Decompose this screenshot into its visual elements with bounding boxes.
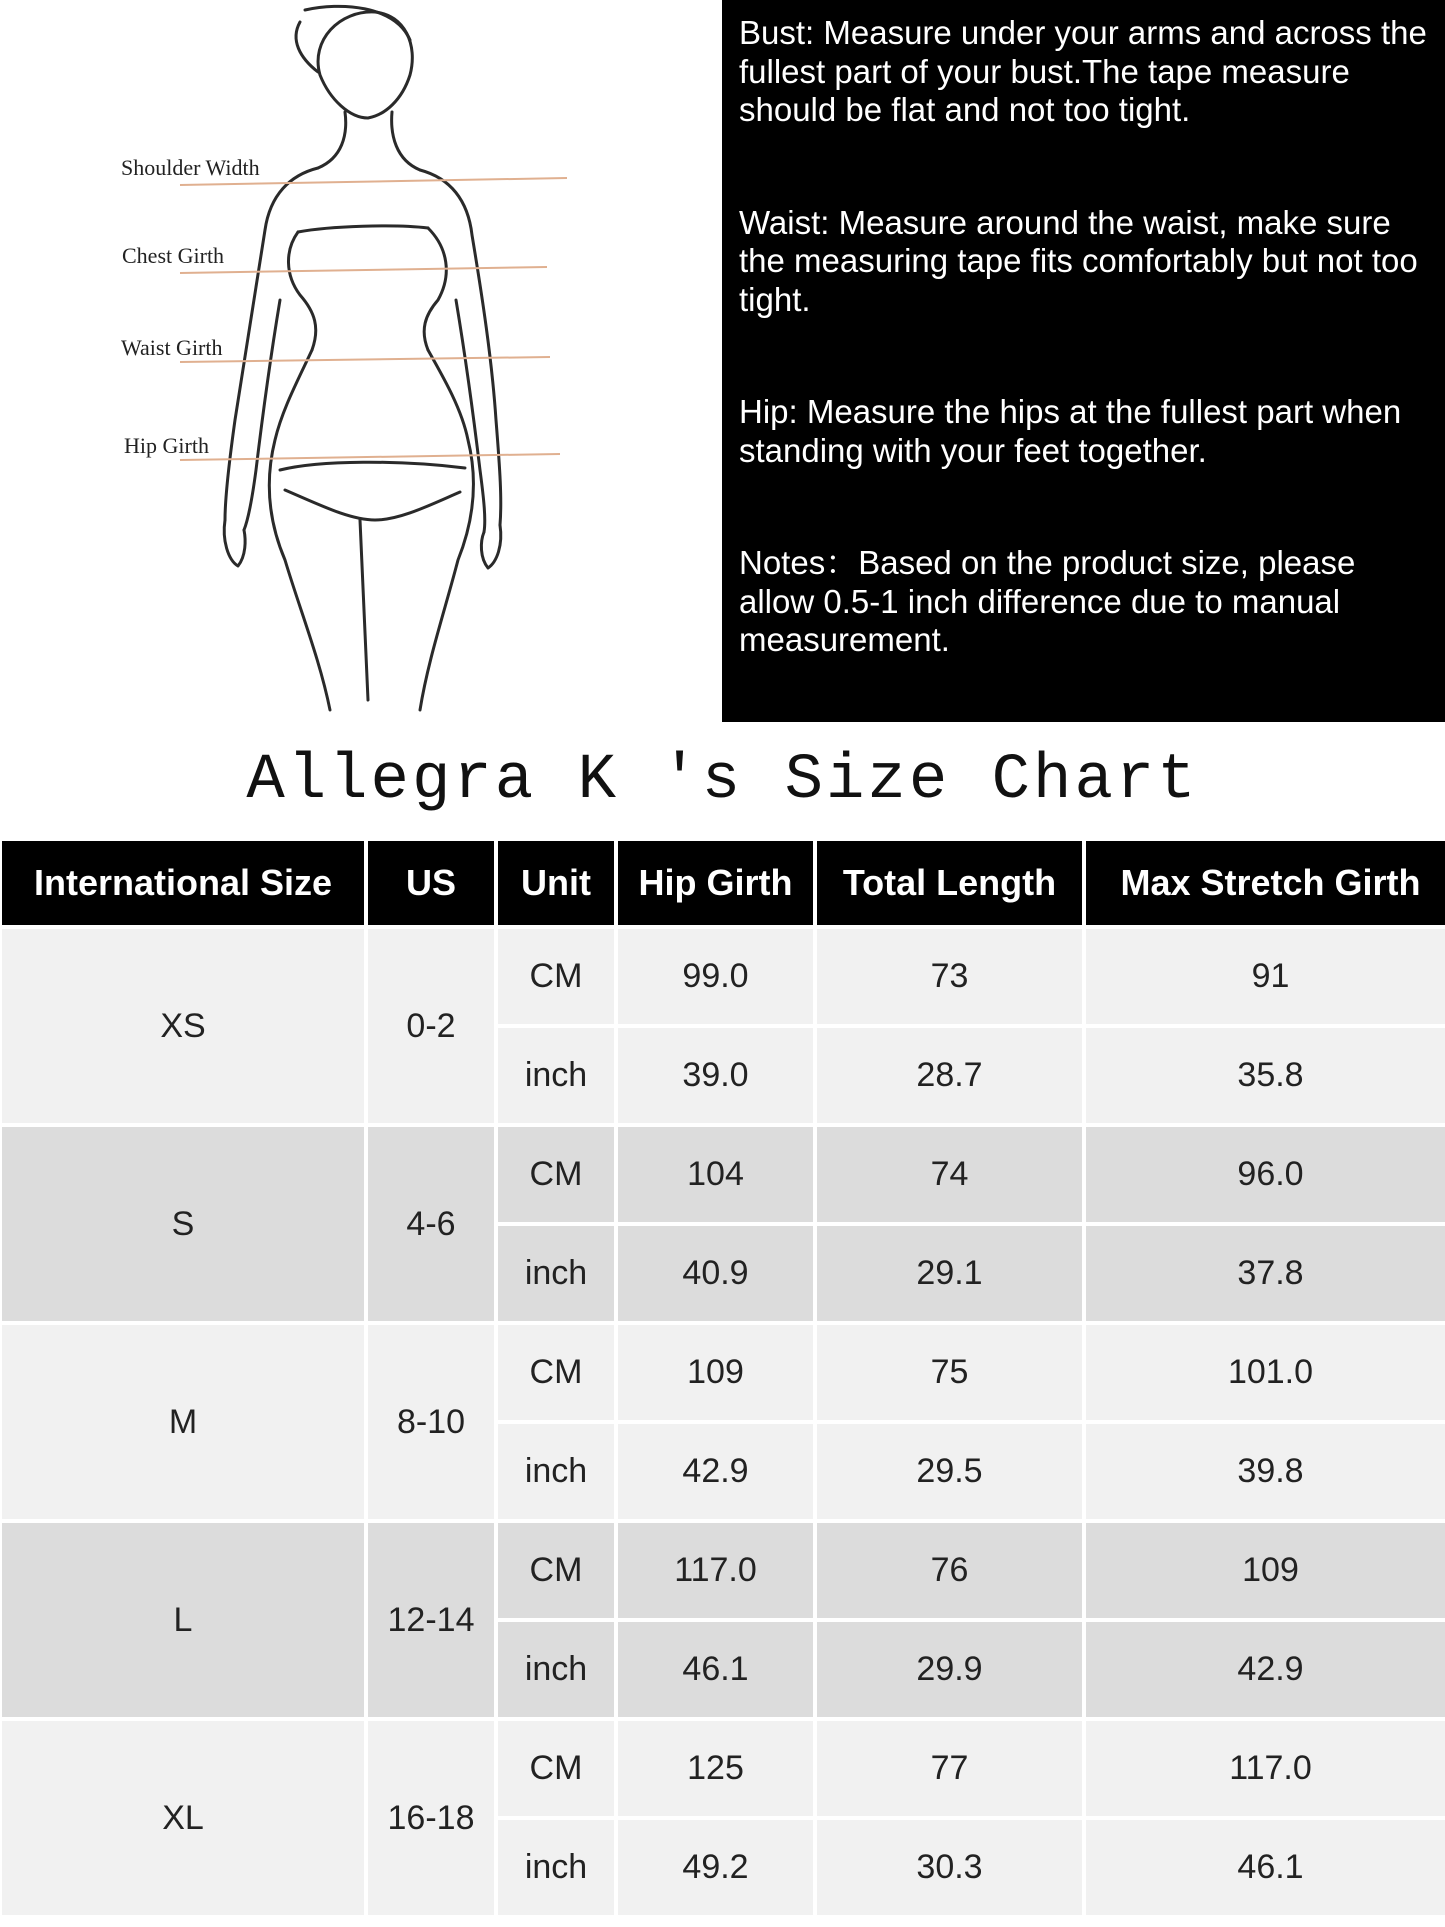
- unit-cell: inch: [498, 1622, 614, 1717]
- total-length-cell: 76: [817, 1523, 1082, 1618]
- total-length-cell: 30.3: [817, 1820, 1082, 1915]
- header-unit: Unit: [498, 841, 614, 925]
- notes-instruction: Notes：Based on the product size, please allow 0.5-1 inch difference due to manual measurement.: [739, 544, 1356, 658]
- hip-girth-cell: 46.1: [618, 1622, 813, 1717]
- max-stretch-girth-cell: 91: [1086, 929, 1445, 1024]
- size-cell: XS: [2, 929, 364, 1123]
- us-size-cell: 16-18: [368, 1721, 494, 1915]
- size-group-s: [2, 1127, 1445, 1321]
- hip-girth-cell: 49.2: [618, 1820, 813, 1915]
- table-row: [2, 1721, 1445, 1816]
- bust-instruction: Bust: Measure under your arms and across the fullest part of your bust.The tape measure should be flat and not too tight.: [739, 14, 1427, 128]
- hip-girth-cell: 39.0: [618, 1028, 813, 1123]
- unit-cell: inch: [498, 1424, 614, 1519]
- unit-cell: inch: [498, 1226, 614, 1321]
- size-chart-table: [0, 837, 1445, 1919]
- hip-instruction: Hip: Measure the hips at the fullest part when standing with your feet together.: [739, 393, 1402, 469]
- unit-cell: inch: [498, 1028, 614, 1123]
- max-stretch-girth-cell: 46.1: [1086, 1820, 1445, 1915]
- waist-instruction: Waist: Measure around the waist, make sure the measuring tape fits comfortably but not too tight.: [739, 203, 1418, 318]
- us-size-cell: 0-2: [368, 929, 494, 1123]
- unit-cell: CM: [498, 929, 614, 1024]
- max-stretch-girth-cell: 109: [1086, 1523, 1445, 1618]
- total-length-cell: 29.9: [817, 1622, 1082, 1717]
- table-row: [2, 1325, 1445, 1420]
- size-group-xs: [2, 929, 1445, 1123]
- hip-girth-cell: 42.9: [618, 1424, 813, 1519]
- header-hip-girth: Hip Girth: [618, 841, 813, 925]
- hip-girth-label: Hip Girth: [124, 433, 209, 458]
- size-group-xl: [2, 1721, 1445, 1915]
- header-max-stretch-girth: Max Stretch Girth: [1086, 841, 1445, 925]
- table-row: [2, 1127, 1445, 1222]
- hip-girth-cell: 104: [618, 1127, 813, 1222]
- unit-cell: CM: [498, 1127, 614, 1222]
- hip-girth-cell: 117.0: [618, 1523, 813, 1618]
- us-size-cell: 4-6: [368, 1127, 494, 1321]
- unit-cell: CM: [498, 1325, 614, 1420]
- size-group-m: [2, 1325, 1445, 1519]
- max-stretch-girth-cell: 39.8: [1086, 1424, 1445, 1519]
- chest-girth-label: Chest Girth: [122, 243, 225, 268]
- shoulder-width-label: Shoulder Width: [121, 155, 260, 180]
- header-us: US: [368, 841, 494, 925]
- measurement-instructions-panel: [722, 0, 1445, 722]
- body-measurement-figure: [0, 0, 722, 722]
- header-international-size: International Size: [2, 841, 364, 925]
- us-size-cell: 8-10: [368, 1325, 494, 1519]
- total-length-cell: 74: [817, 1127, 1082, 1222]
- hip-girth-cell: 109: [618, 1325, 813, 1420]
- us-size-cell: 12-14: [368, 1523, 494, 1717]
- size-chart-title: Allegra K 's Size Chart: [246, 745, 1199, 817]
- unit-cell: CM: [498, 1721, 614, 1816]
- unit-cell: CM: [498, 1523, 614, 1618]
- max-stretch-girth-cell: 42.9: [1086, 1622, 1445, 1717]
- max-stretch-girth-cell: 37.8: [1086, 1226, 1445, 1321]
- max-stretch-girth-cell: 35.8: [1086, 1028, 1445, 1123]
- hip-girth-cell: 125: [618, 1721, 813, 1816]
- body-outline-illustration: [0, 0, 722, 722]
- size-cell: XL: [2, 1721, 364, 1915]
- hip-girth-cell: 40.9: [618, 1226, 813, 1321]
- size-cell: S: [2, 1127, 364, 1321]
- total-length-cell: 29.5: [817, 1424, 1082, 1519]
- header-total-length: Total Length: [817, 841, 1082, 925]
- total-length-cell: 77: [817, 1721, 1082, 1816]
- table-row: [2, 929, 1445, 1024]
- hip-girth-cell: 99.0: [618, 929, 813, 1024]
- size-cell: M: [2, 1325, 364, 1519]
- max-stretch-girth-cell: 101.0: [1086, 1325, 1445, 1420]
- table-row: [2, 1523, 1445, 1618]
- total-length-cell: 28.7: [817, 1028, 1082, 1123]
- total-length-cell: 75: [817, 1325, 1082, 1420]
- size-cell: L: [2, 1523, 364, 1717]
- size-group-l: [2, 1523, 1445, 1717]
- total-length-cell: 29.1: [817, 1226, 1082, 1321]
- max-stretch-girth-cell: 96.0: [1086, 1127, 1445, 1222]
- total-length-cell: 73: [817, 929, 1082, 1024]
- table-header-row: [2, 841, 1445, 925]
- max-stretch-girth-cell: 117.0: [1086, 1721, 1445, 1816]
- unit-cell: inch: [498, 1820, 614, 1915]
- waist-girth-label: Waist Girth: [121, 335, 223, 360]
